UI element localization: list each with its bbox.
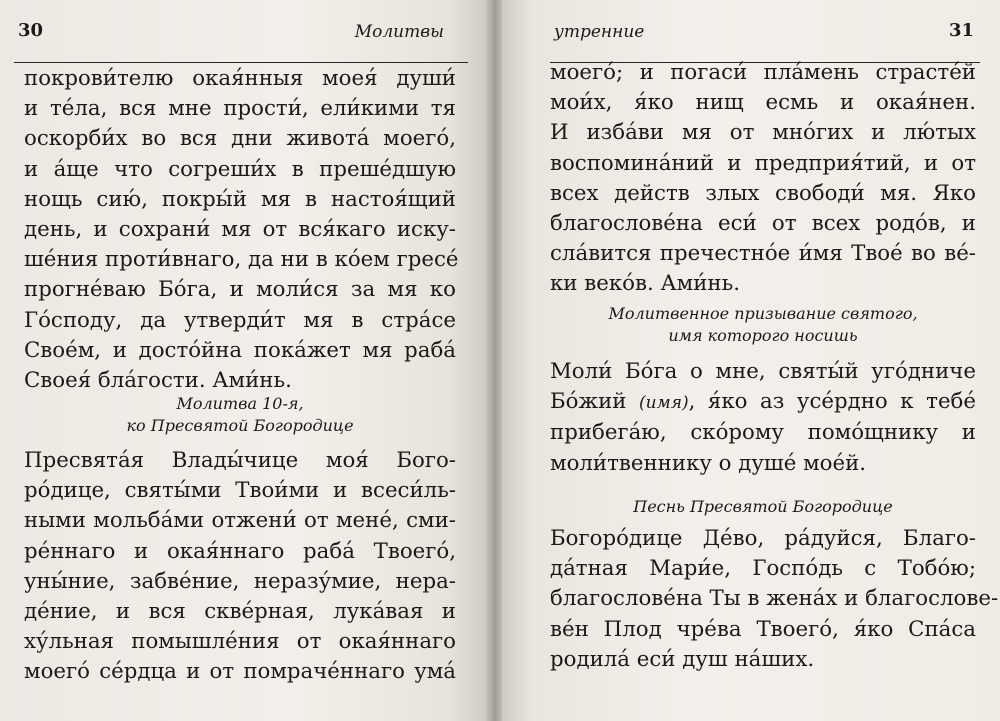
text-line: родила́ еси́ душ на́ших. <box>550 646 815 672</box>
title-line: имя которого носишь <box>668 326 858 345</box>
text-line: и а́ще что согреши́х в преше́дшую <box>24 156 456 182</box>
text-line: сла́вится пречестно́е и́мя Твое́ во ве́- <box>550 241 976 267</box>
right-page-header <box>502 18 1000 48</box>
text-line: ро́дице, святы́ми Твои́ми и всеси́ль- <box>24 478 456 504</box>
left-paragraph-2 <box>24 446 456 688</box>
text-line: оскорби́х во вся дни живота́ моего́, <box>24 126 456 152</box>
text-line: благослове́на еси́ от всех родо́в, и <box>550 211 976 237</box>
saint-prayer-title <box>550 303 976 347</box>
right-paragraph-3 <box>550 524 999 675</box>
text-line: мои́х, я́ко нищ есмь и окая́нен. <box>550 90 976 116</box>
prayer-title-10 <box>24 393 456 437</box>
text-line: ху́льная помышле́ния от окая́ннаго <box>24 629 456 655</box>
text-line: Го́споду, да утверди́т мя в стра́се <box>24 307 456 333</box>
text-line: нощь сию́, покры́й мя в настоя́щий <box>24 186 456 212</box>
name-placeholder: (имя) <box>639 393 689 414</box>
text-line: ше́ния проти́внаго, да ни в ко́ем гресе́ <box>24 247 459 273</box>
left-header-rule <box>14 62 468 63</box>
right-page <box>502 0 1000 721</box>
text-segment: , я́ко аз усе́рдно к тебе́ <box>688 389 976 415</box>
text-line: прогне́ваю Бо́га, и моли́ся за мя ко <box>24 277 456 303</box>
text-line: Своея́ бла́гости. Ами́нь. <box>24 368 292 394</box>
text-line: воспомина́ний и предприя́тий, и от <box>550 150 976 176</box>
text-line: де́ние, и вся скве́рная, лука́вая и <box>24 599 456 625</box>
left-page-number: 30 <box>18 20 44 41</box>
text-line: моего́ се́рдца и от помраче́ннаго ума́ <box>24 659 456 685</box>
text-line: ве́н Плод чре́ва Твоего́, я́ко Спа́са <box>550 616 976 642</box>
text-line: моего́; и погаси́ пла́мень страсте́й <box>550 60 976 85</box>
text-line: Свое́м, и досто́йна пока́жет мя раба́ <box>24 337 456 363</box>
text-line: да́тная Мари́е, Госпо́дь с Тобо́ю; <box>550 556 976 582</box>
title-line: Песнь Пресвятой Богородице <box>633 497 893 516</box>
theotokos-hymn-title <box>550 496 976 518</box>
text-line: ки веко́в. Ами́нь. <box>550 271 740 297</box>
left-page-header <box>0 18 488 48</box>
text-line: моли́твеннику о душе́ мое́й. <box>550 450 867 476</box>
text-line: покрови́телю окая́нныя моея́ души́ <box>24 66 456 91</box>
left-page <box>0 0 488 721</box>
text-line: ре́ннаго и окая́ннаго раба́ Твоего́, <box>24 538 456 564</box>
right-paragraph-2 <box>550 357 976 479</box>
title-line: Молитвенное призывание святого, <box>608 304 918 323</box>
text-line: уны́ние, забве́ние, неразу́мие, нера- <box>24 568 456 594</box>
left-paragraph-1 <box>24 64 459 396</box>
text-line: и те́ла, вся мне прости́, ели́кими тя <box>24 96 456 122</box>
right-page-number: 31 <box>948 20 974 41</box>
title-line: ко Пресвятой Богородице <box>126 416 354 435</box>
text-line: Богоро́дице Де́во, ра́дуйся, Благо- <box>550 526 976 551</box>
text-line: всех действ злых свободи́ мя. Яко <box>550 180 976 206</box>
text-line: день, и сохрани́ мя от вся́каго иску- <box>24 217 456 243</box>
left-running-head: Молитвы <box>354 22 444 42</box>
text-line: Пресвята́я Влады́чице моя́ Бого- <box>24 448 456 473</box>
right-running-head: утренние <box>554 22 645 42</box>
text-line: благослове́на Ты в жена́х и благослове- <box>550 586 999 612</box>
text-line: И изба́ви мя от мно́гих и лю́тых <box>550 120 976 146</box>
right-paragraph-1 <box>550 58 976 300</box>
title-line: Молитва 10-я, <box>176 394 304 413</box>
text-segment: Бо́жий <box>550 389 640 415</box>
text-line: ными мольба́ми отжени́ от мене́, сми- <box>24 508 456 534</box>
text-line <box>550 387 976 418</box>
text-line: Моли́ Бо́га о мне, святы́й уго́дниче <box>550 359 976 384</box>
text-line: прибега́ю, ско́рому помо́щнику и <box>550 420 976 446</box>
